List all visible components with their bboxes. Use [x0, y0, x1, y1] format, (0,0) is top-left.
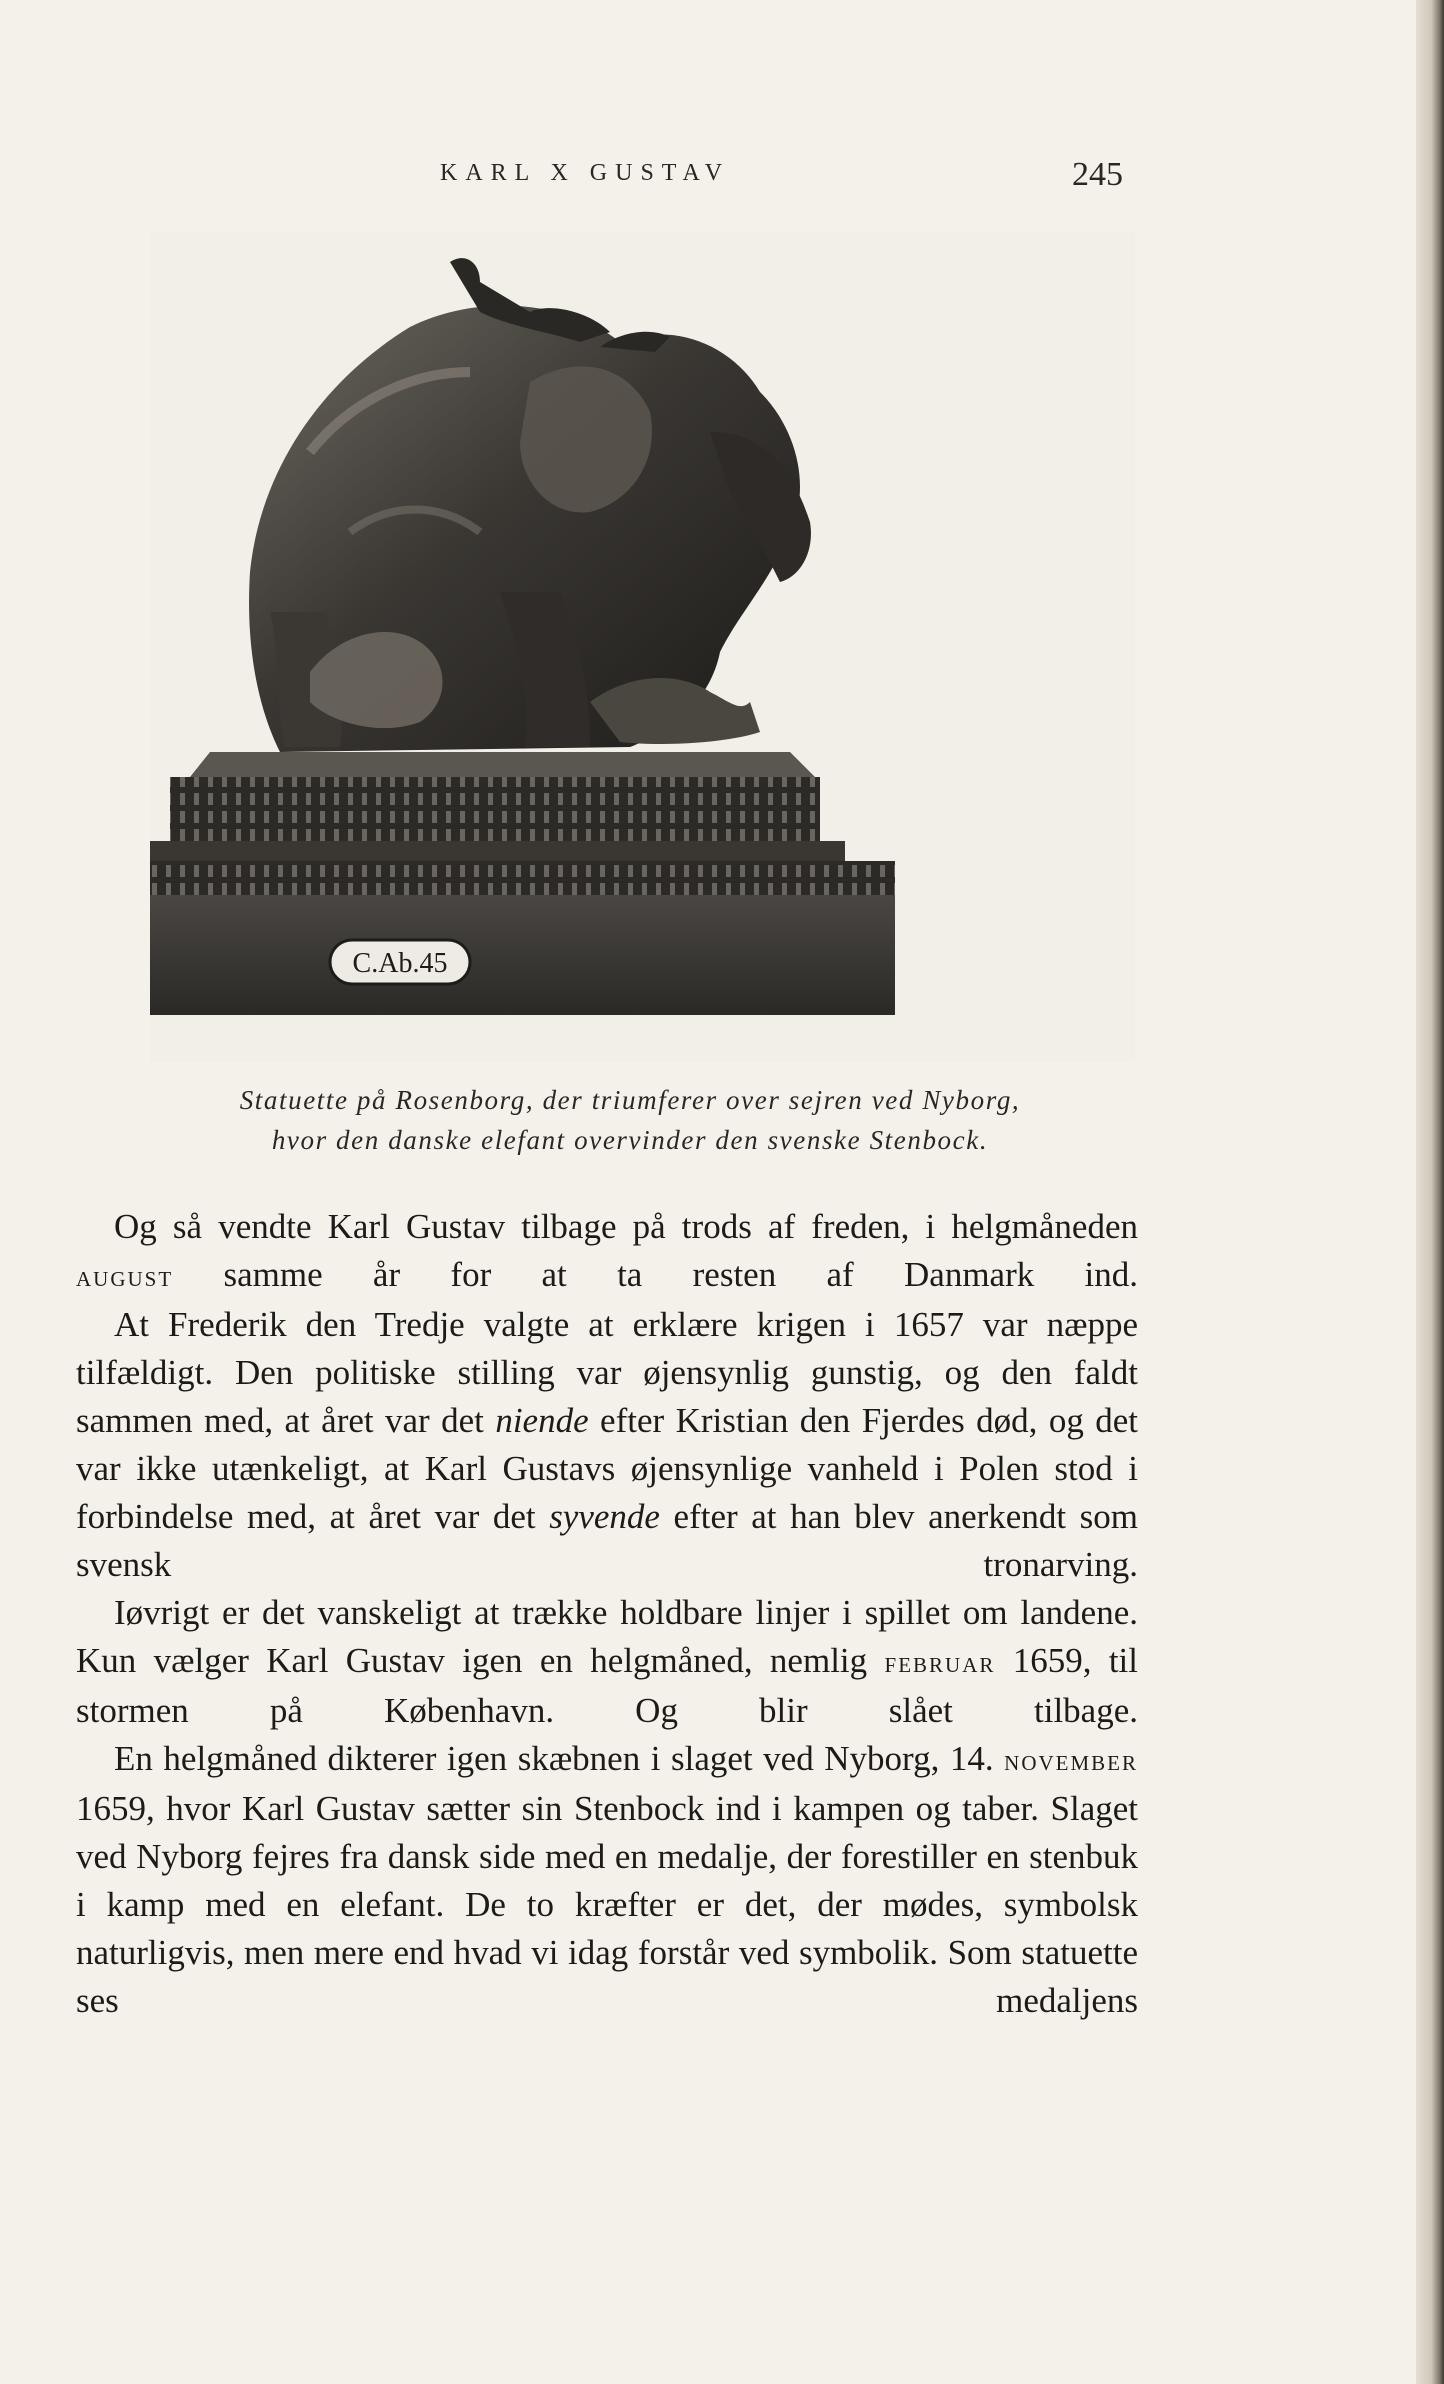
inventory-label-text: C.Ab.45	[352, 948, 448, 979]
statuette-illustration	[150, 232, 1135, 1062]
paragraph-2: At Frederik den Tredje valgte at erklære krigen i 1657 var næppe tilfældigt. Den politiske stilling var øjensynlig gunstig, og den faldt sammen med, at året var det niende efter Kristian den Fjerdes død, og det var ikke utænkeligt, at Karl Gustavs øjensynlige vanheld i Polen stod i forbindelse med, at året var det syvende efter at han blev anerkendt som svensk tronarving.	[76, 1305, 1138, 1584]
figure-caption	[110, 1080, 1150, 1160]
page-number: 245	[1072, 156, 1123, 193]
paragraph-4: En helgmåned dikterer igen skæbnen i slaget ved Nyborg, 14. november 1659, hvor Karl Gustav sætter sin Stenbock ind i kampen og taber. Slaget ved Nyborg fejres fra dansk side med en medalje, der forestiller en stenbuk i kamp med en elefant. De to kræfter er det, der mødes, symbolsk naturligvis, men mere end hvad vi idag forstår ved symbolik. Som statuette ses medaljens	[76, 1739, 1138, 2020]
book-page-edge	[1416, 0, 1444, 2384]
caption-line-1: Statuette på Rosenborg, der triumferer over sejren ved Nyborg,	[239, 1085, 1021, 1115]
body-text	[76, 1203, 1138, 2025]
paragraph-1: Og så vendte Karl Gustav tilbage på trods af freden, i helgmåneden august samme år for at ta resten af Danmark ind.	[76, 1207, 1139, 1294]
statuette-photograph	[150, 232, 1135, 1062]
paragraph-3: Iøvrigt er det vanskeligt at trække holdbare linjer i spillet om landene. Kun vælger Karl Gustav igen en helgmåned, nemlig februar 1659, til stormen på København. Og blir slået tilbage.	[76, 1593, 1139, 1730]
running-head: KARL X GUSTAV	[440, 160, 731, 186]
caption-line-2: hvor den danske elefant overvinder den svenske Stenbock.	[271, 1125, 989, 1155]
